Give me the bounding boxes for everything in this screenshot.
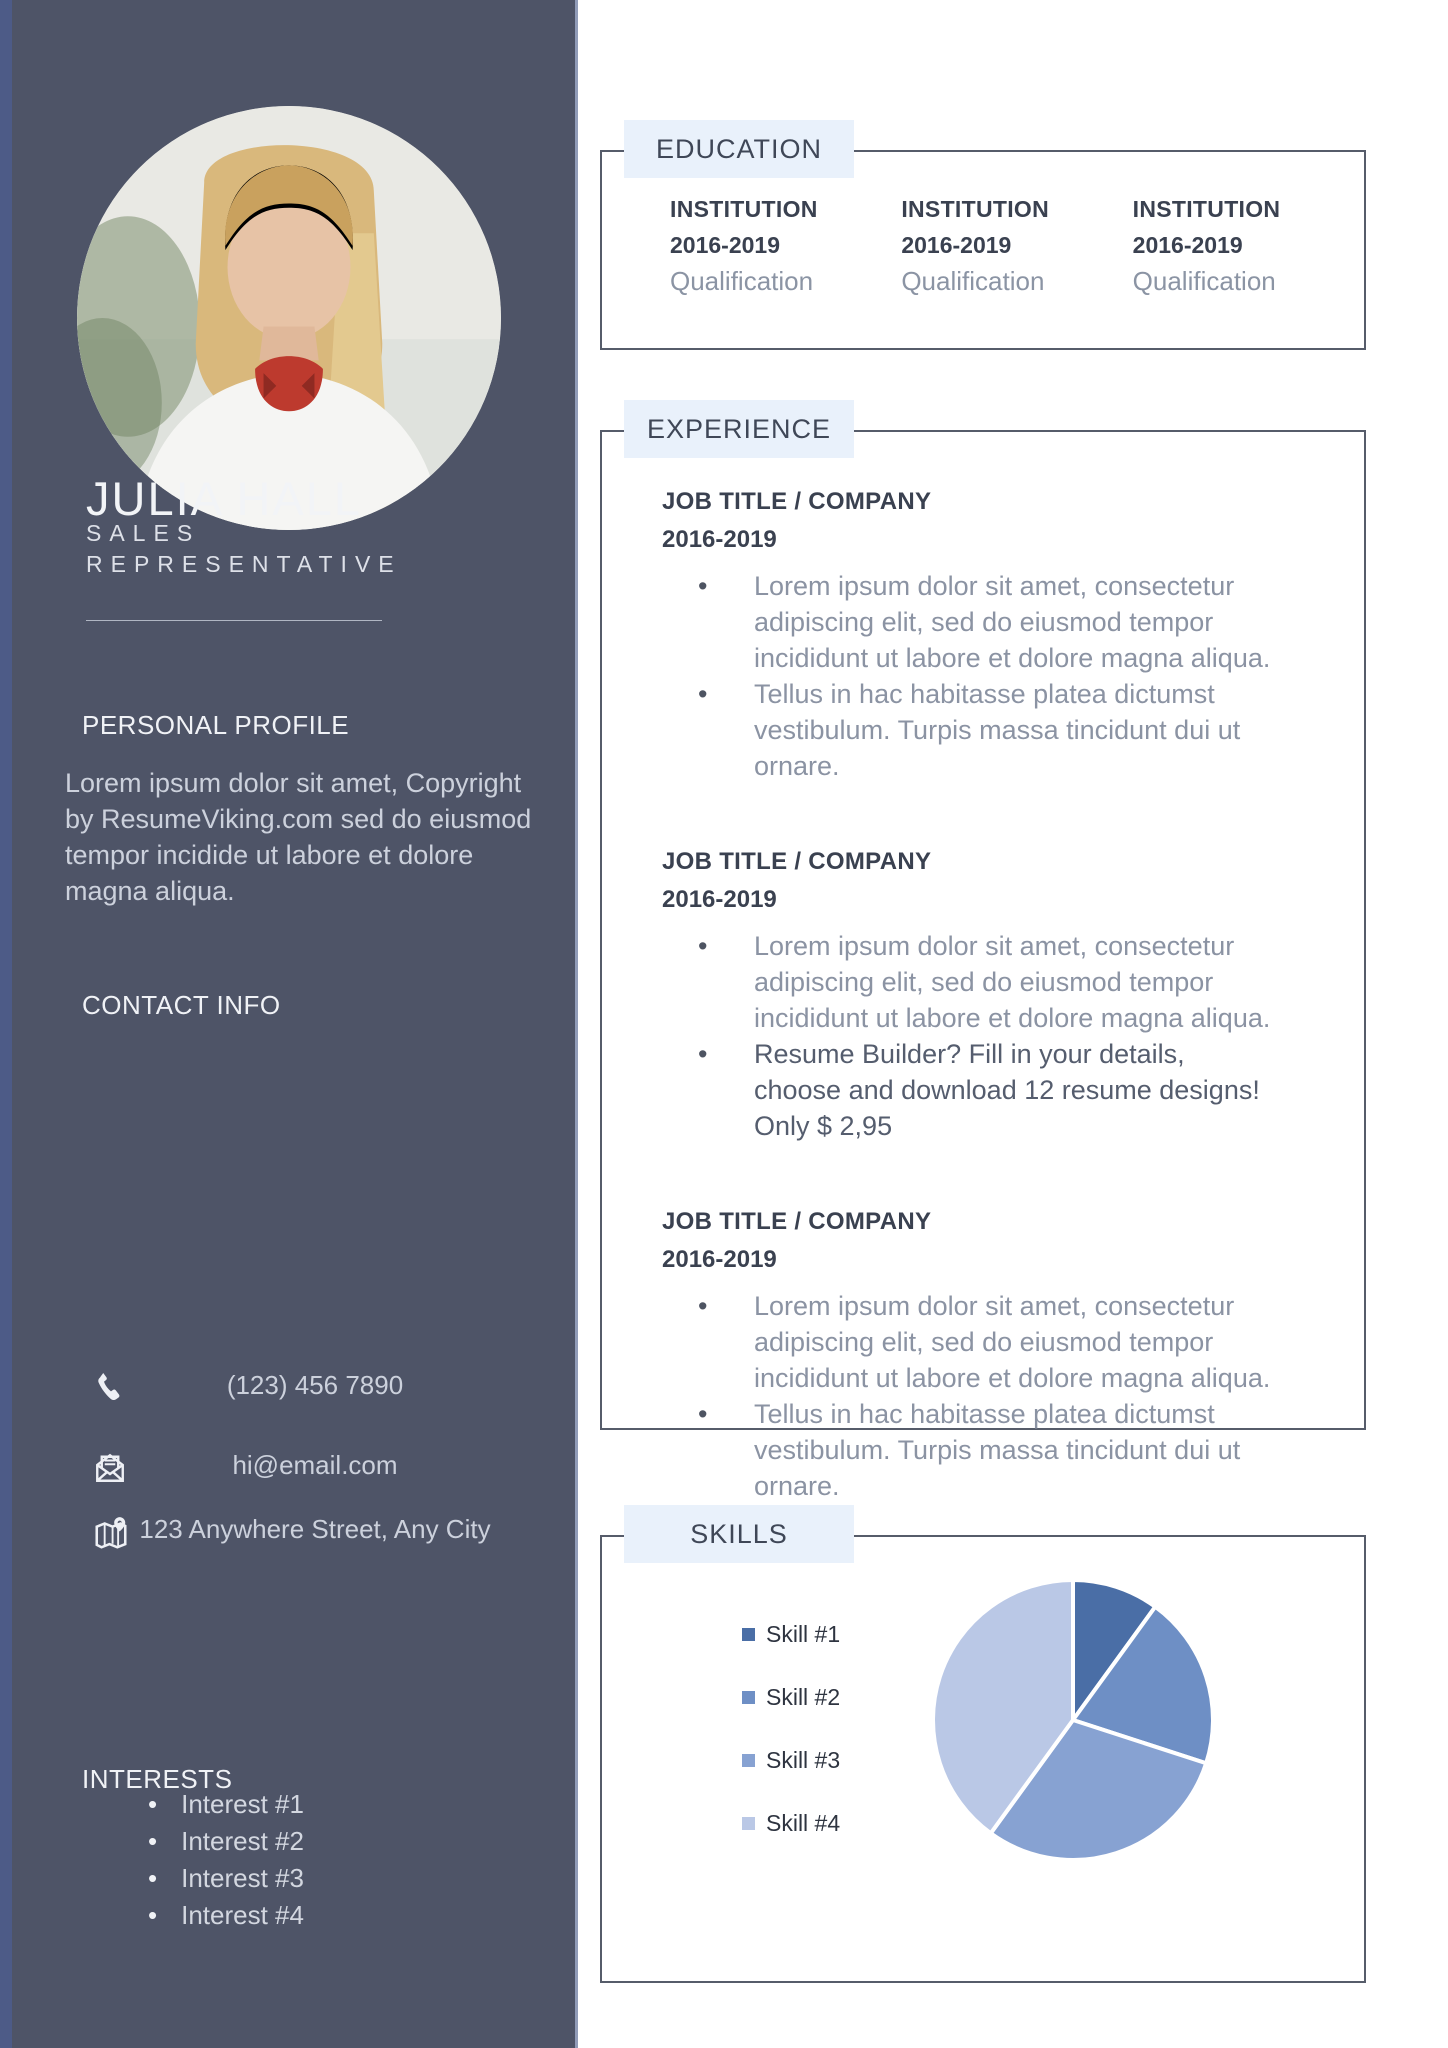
legend-item [742, 1810, 840, 1837]
list-item: • Lorem ipsum dolor sit amet, consectetur adipiscing elit, sed do eiusmod tempor incididunt ut labore et dolore magna aliqua. [698, 1288, 1326, 1396]
list-item: • Tellus in hac habitasse platea dictumst vestibulum. Turpis massa tincidunt dui ut ornare. [698, 1396, 1326, 1504]
contact-row-address [92, 1512, 492, 1557]
interests-heading: INTERESTS [82, 1763, 233, 1794]
job-title-company: JOB TITLE / COMPANY [662, 848, 932, 875]
person-job-title: SALES REPRESENTATIVE [86, 520, 402, 577]
job-title-company: JOB TITLE / COMPANY [662, 488, 932, 515]
legend-color-swatch [742, 1817, 755, 1830]
bullet-dot: • [148, 1789, 158, 1819]
job-entry [662, 1208, 1326, 1504]
skills-pie-chart-container [918, 1565, 1228, 1875]
bullet-dot: • [698, 1291, 708, 1321]
job-years: 2016-2019 [662, 1246, 777, 1273]
bullet-dot: • [148, 1863, 158, 1893]
education-entry [1133, 196, 1346, 297]
experience-section [600, 413, 1366, 1501]
phone-icon [92, 1370, 138, 1409]
personal-profile-heading: PERSONAL PROFILE [82, 709, 350, 740]
job-bullet-list [662, 928, 1326, 1144]
list-item: • Interest #1 [148, 1786, 304, 1823]
sidebar-left-accent-bar [0, 0, 12, 2048]
legend-item [742, 1621, 840, 1648]
legend-label: Skill #4 [766, 1810, 841, 1836]
bullet-dot: • [148, 1900, 158, 1930]
job-entry [662, 848, 1326, 1144]
legend-label: Skill #2 [766, 1684, 841, 1710]
bullet-dot: • [698, 931, 708, 961]
job-years: 2016-2019 [662, 526, 777, 553]
phone-number: (123) 456 7890 [226, 1370, 404, 1400]
bullet-dot: • [698, 1399, 708, 1429]
education-years: 2016-2019 [1132, 232, 1243, 258]
qualification: Qualification [901, 266, 1045, 296]
education-years: 2016-2019 [901, 232, 1012, 258]
bullet-dot: • [148, 1826, 158, 1856]
skills-section-heading: SKILLS [624, 1505, 854, 1563]
list-item: • Lorem ipsum dolor sit amet, consectetur adipiscing elit, sed do eiusmod tempor incididunt ut labore et dolore magna aliqua. [698, 928, 1326, 1036]
list-item: • Interest #3 [148, 1860, 304, 1897]
email-address: hi@email.com [232, 1450, 398, 1480]
personal-profile-text: Lorem ipsum dolor sit amet, Copyright by ResumeViking.com sed do eiusmod tempor incidide ut labore et dolore magna aliqua. [65, 768, 532, 906]
skills-section [600, 1518, 1366, 1983]
list-item: • Lorem ipsum dolor sit amet, consectetur adipiscing elit, sed do eiusmod tempor incididunt ut labore et dolore magna aliqua. [698, 568, 1326, 676]
contact-row-phone [92, 1368, 492, 1409]
education-section [600, 133, 1366, 350]
job-bullet-list [662, 568, 1326, 784]
bullet-dot: • [698, 679, 708, 709]
sidebar-divider [86, 620, 382, 621]
institution-name: INSTITUTION [901, 196, 1050, 222]
institution-name: INSTITUTION [670, 196, 818, 222]
profile-photo-illustration [77, 106, 501, 530]
job-bullet-list [662, 1288, 1326, 1504]
sidebar-right-edge-line [575, 0, 578, 2048]
person-name: JULIA HALL [86, 472, 363, 526]
contact-info-heading: CONTACT INFO [82, 989, 281, 1020]
list-item: • Tellus in hac habitasse platea dictumst vestibulum. Turpis massa tincidunt dui ut ornare. [698, 676, 1326, 784]
interests-list [148, 1786, 304, 1934]
legend-item [742, 1684, 840, 1711]
profile-photo [77, 106, 501, 530]
legend-item [742, 1747, 840, 1774]
list-item: • Resume Builder? Fill in your details, choose and download 12 resume designs! Only $ 2,95 [698, 1036, 1326, 1144]
education-entry [901, 196, 1114, 297]
education-years: 2016-2019 [670, 232, 780, 258]
legend-label: Skill #1 [766, 1621, 841, 1647]
bullet-dot: • [698, 1039, 708, 1069]
email-icon [92, 1450, 138, 1491]
legend-color-swatch [742, 1628, 755, 1641]
skills-legend [742, 1621, 840, 1873]
legend-color-swatch [742, 1754, 755, 1767]
experience-section-heading: EXPERIENCE [624, 400, 854, 458]
legend-color-swatch [742, 1691, 755, 1704]
bullet-dot: • [698, 571, 708, 601]
job-entry [662, 488, 1326, 784]
list-item: • Interest #2 [148, 1823, 304, 1860]
institution-name: INSTITUTION [1132, 196, 1281, 222]
qualification: Qualification [1132, 266, 1276, 296]
job-years: 2016-2019 [662, 886, 777, 913]
education-section-heading: EDUCATION [624, 120, 854, 178]
postal-address: 123 Anywhere Street, Any City [139, 1514, 491, 1544]
list-item: • Interest #4 [148, 1897, 304, 1934]
education-entry [670, 196, 883, 297]
qualification: Qualification [670, 266, 814, 296]
sidebar [0, 0, 578, 2048]
experience-entries [662, 488, 1326, 1568]
skills-pie-chart [918, 1565, 1228, 1875]
job-title-company: JOB TITLE / COMPANY [662, 1208, 932, 1235]
map-pin-icon [92, 1514, 138, 1557]
legend-label: Skill #3 [766, 1747, 841, 1773]
contact-row-email [92, 1448, 492, 1491]
education-entries [670, 196, 1346, 297]
